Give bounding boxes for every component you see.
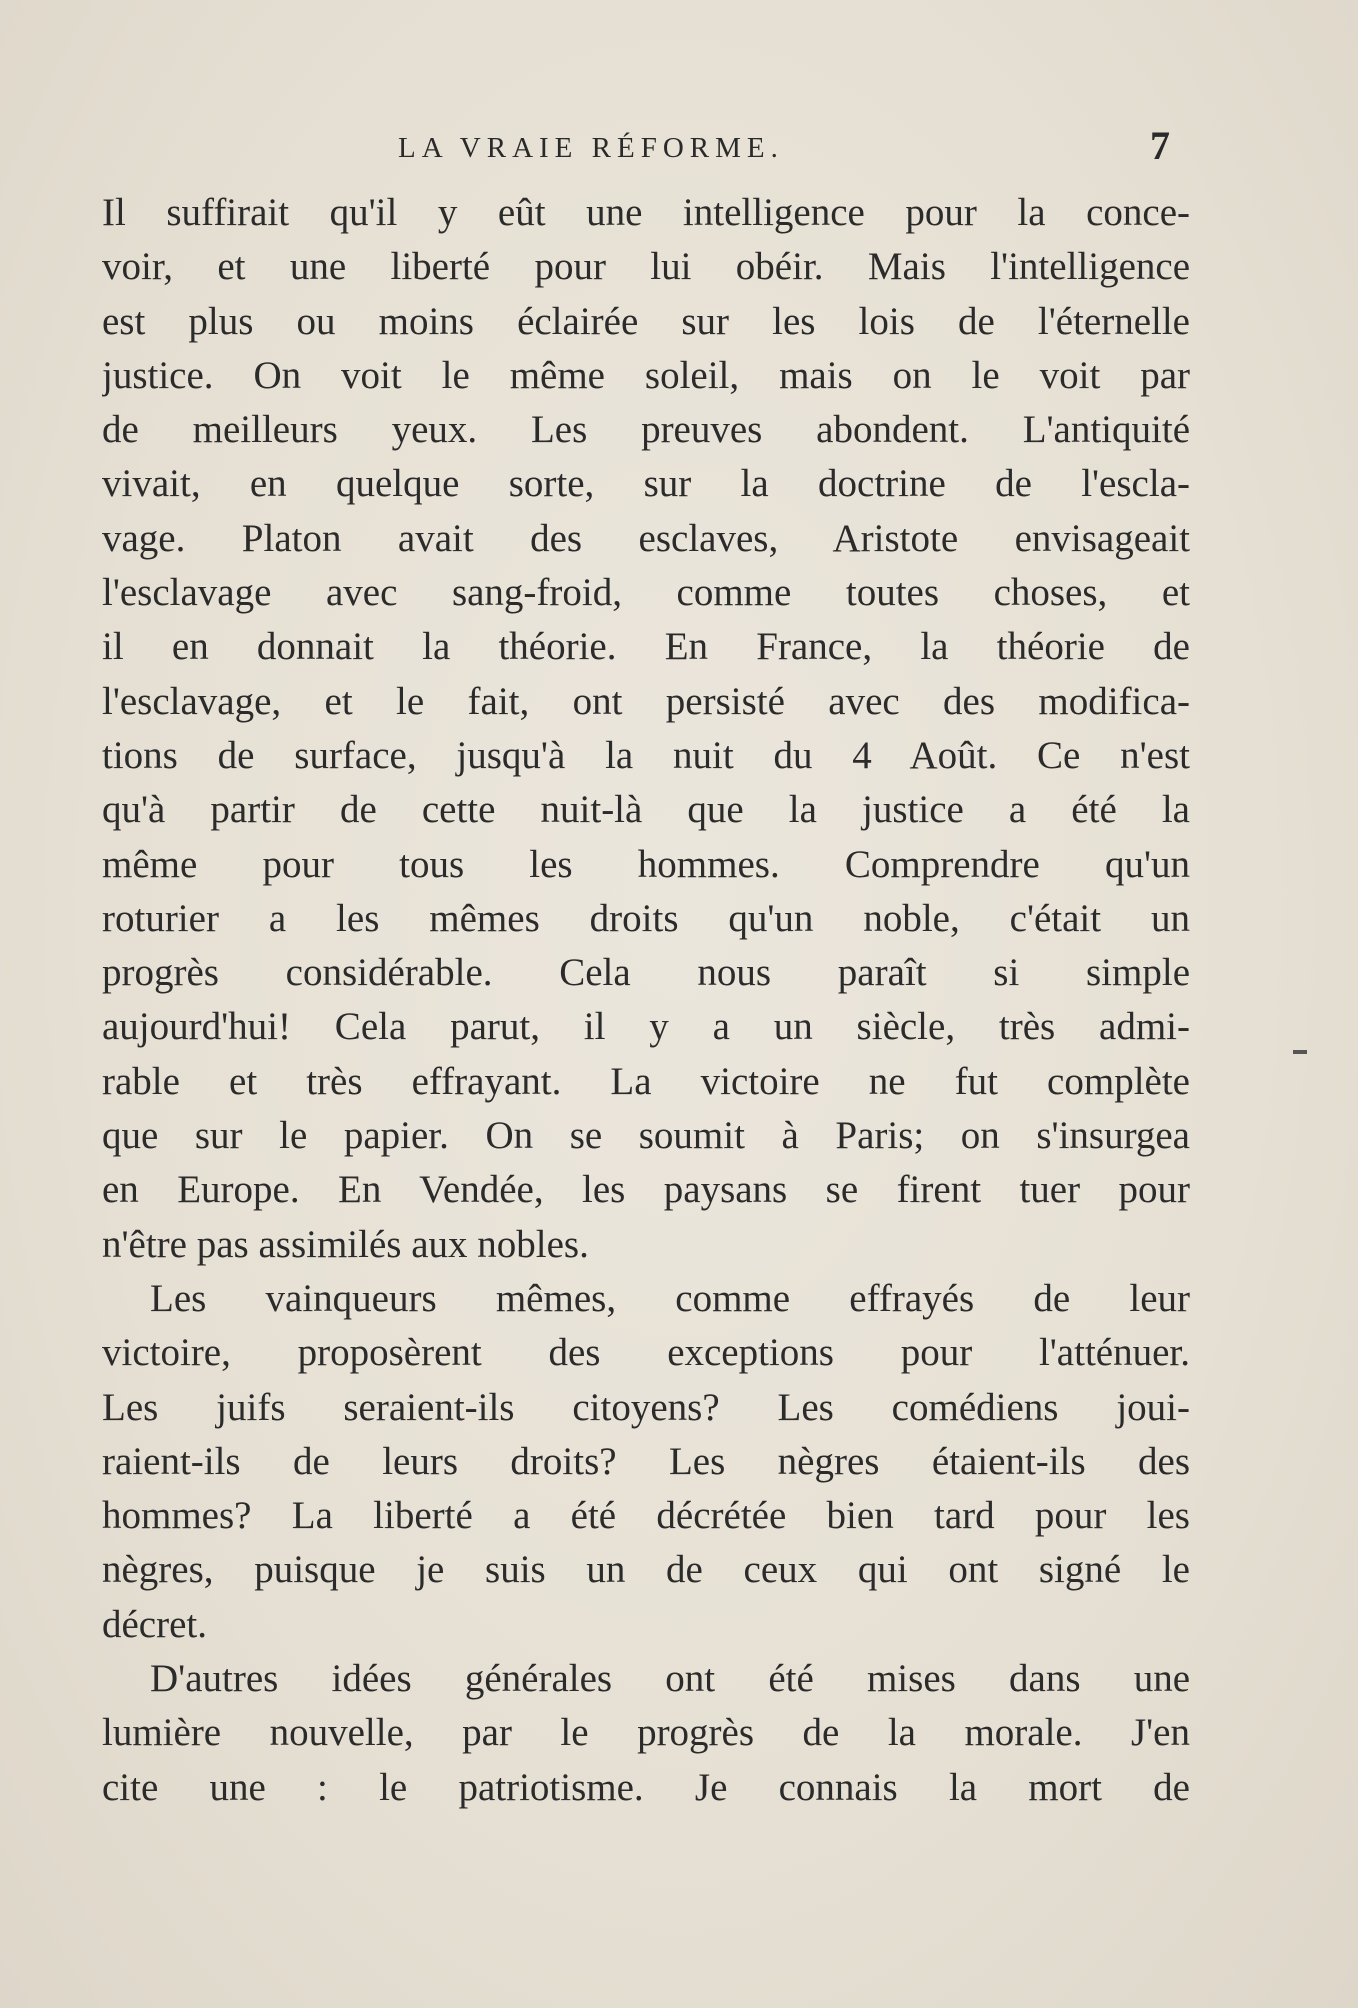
- text-line: vage. Platon avait des esclaves, Aristote envisageait: [102, 516, 1190, 560]
- text-line: cite une : le patriotisme. Je connais la mort de: [102, 1765, 1190, 1809]
- text-line: lumière nouvelle, par le progrès de la morale. J'en: [102, 1711, 1190, 1755]
- text-line: l'esclavage avec sang-froid, comme toutes choses, et: [102, 571, 1190, 615]
- text-line: rable et très effrayant. La victoire ne fut complète: [102, 1059, 1190, 1103]
- body-text: [102, 186, 1190, 1815]
- page-number: 7: [1150, 123, 1170, 168]
- text-line: justice. On voit le même soleil, mais on le voit par: [102, 353, 1190, 397]
- text-line: hommes? La liberté a été décrétée bien tard pour les: [102, 1494, 1190, 1538]
- text-line: qu'à partir de cette nuit-là que la justice a été la: [102, 788, 1190, 832]
- text-line: que sur le papier. On se soumit à Paris; on s'insurgea: [102, 1114, 1190, 1158]
- text-line: tions de surface, jusqu'à la nuit du 4 Août. Ce n'est: [102, 733, 1190, 777]
- text-line: n'être pas assimilés aux nobles.: [102, 1222, 589, 1266]
- text-line: roturier a les mêmes droits qu'un noble, c'était un: [102, 896, 1190, 940]
- text-line: Les juifs seraient-ils citoyens? Les comédiens joui-: [102, 1385, 1190, 1429]
- text-line: il en donnait la théorie. En France, la théorie de: [102, 625, 1190, 669]
- margin-mark: [1293, 1050, 1307, 1054]
- text-line: l'esclavage, et le fait, ont persisté avec des modifica-: [102, 679, 1190, 723]
- text-line: Les vainqueurs mêmes, comme effrayés de leur: [150, 1276, 1190, 1320]
- text-line: aujourd'hui! Cela parut, il y a un siècle, très admi-: [102, 1005, 1190, 1049]
- text-line: nègres, puisque je suis un de ceux qui ont signé le: [102, 1548, 1190, 1592]
- running-head: [0, 123, 1358, 168]
- text-line: décret.: [102, 1602, 208, 1646]
- text-line: même pour tous les hommes. Comprendre qu'un: [102, 842, 1190, 886]
- text-line: est plus ou moins éclairée sur les lois de l'éternelle: [102, 299, 1190, 343]
- text-line: raient-ils de leurs droits? Les nègres étaient-ils des: [102, 1439, 1190, 1483]
- text-line: vivait, en quelque sorte, sur la doctrine de l'escla-: [102, 462, 1190, 506]
- running-title: LA VRAIE RÉFORME.: [398, 132, 784, 164]
- text-line: progrès considérable. Cela nous paraît si simple: [102, 951, 1190, 995]
- text-line: en Europe. En Vendée, les paysans se firent tuer pour: [102, 1168, 1190, 1212]
- text-line: victoire, proposèrent des exceptions pour l'atténuer.: [102, 1331, 1190, 1375]
- text-line: Il suffirait qu'il y eût une intelligence pour la conce-: [102, 191, 1190, 234]
- text-line: de meilleurs yeux. Les preuves abondent. L'antiquité: [102, 408, 1190, 452]
- text-line: D'autres idées générales ont été mises dans une: [150, 1657, 1190, 1701]
- text-line: voir, et une liberté pour lui obéir. Mais l'intelligence: [102, 245, 1190, 289]
